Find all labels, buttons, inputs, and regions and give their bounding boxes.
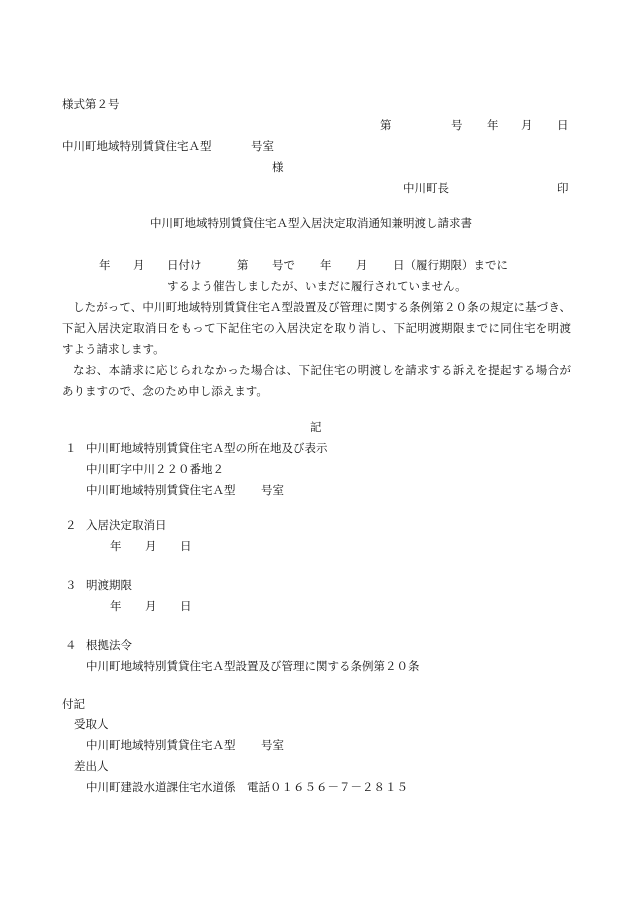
para3-line2: ありますので、念のため申し添えます。 xyxy=(62,384,268,398)
item1-heading: 中川町地域特別賃貸住宅Ａ型の所在地及び表示 xyxy=(86,441,328,455)
para2-line2: 下記入居決定取消日をもって下記住宅の入居決定を取り消し、下記明渡期限までに同住宅を明渡 xyxy=(62,321,571,335)
receiver-building: 中川町地域特別賃貸住宅Ａ型 xyxy=(86,738,236,752)
para3-line1: なお、本請求に応じられなかった場合は、下記住宅の明渡しを請求する訴えを提起する場合が xyxy=(73,363,571,377)
item2-year: 年 xyxy=(110,539,122,553)
item3-heading: 明渡期限 xyxy=(86,578,132,592)
body-deadline: 日（履行期限）までに xyxy=(393,258,508,272)
item2-month: 月 xyxy=(145,539,157,553)
item3-day: 日 xyxy=(180,599,192,613)
ki-heading: 記 xyxy=(310,420,322,434)
item1-room: 号室 xyxy=(261,483,284,497)
item2-day: 日 xyxy=(180,539,192,553)
item4-law: 中川町地域特別賃貸住宅Ａ型設置及び管理に関する条例第２０条 xyxy=(86,659,420,673)
body-month2: 月 xyxy=(356,258,368,272)
recipient-honorific: 様 xyxy=(272,160,284,174)
receiver-room: 号室 xyxy=(261,738,284,752)
recipient-room: 号室 xyxy=(251,139,274,153)
body-dated: 日付け xyxy=(167,258,202,272)
item2-heading: 入居決定取消日 xyxy=(86,518,167,532)
sender-mayor: 中川町長 xyxy=(403,181,449,195)
body-line2: するよう催告しましたが、いまだに履行されていません。 xyxy=(167,279,467,293)
seal-mark: 印 xyxy=(557,181,569,195)
date-month: 月 xyxy=(521,118,533,132)
item2-number: ２ xyxy=(65,518,77,532)
body-year2: 年 xyxy=(320,258,332,272)
receiver-label: 受取人 xyxy=(74,717,109,731)
date-day: 日 xyxy=(557,118,569,132)
item3-year: 年 xyxy=(110,599,122,613)
body-year: 年 xyxy=(99,258,111,272)
item1-building: 中川町地域特別賃貸住宅Ａ型 xyxy=(86,483,236,497)
body-dai: 第 xyxy=(237,258,249,272)
item4-heading: 根拠法令 xyxy=(86,638,132,652)
item1-number: １ xyxy=(65,441,77,455)
form-number: 様式第２号 xyxy=(62,97,120,111)
item1-address: 中川町字中川２２０番地２ xyxy=(86,462,224,476)
body-month: 月 xyxy=(133,258,145,272)
para2-line3: すよう請求します。 xyxy=(62,342,165,356)
date-year: 年 xyxy=(487,118,499,132)
body-go-de: 号で xyxy=(272,258,295,272)
item3-month: 月 xyxy=(145,599,157,613)
notes-heading: 付記 xyxy=(62,697,85,711)
item3-number: ３ xyxy=(65,578,77,592)
reference-go: 号 xyxy=(451,118,463,132)
sender-value: 中川町建設水道課住宅水道係 電話０１６５６－７－２８１５ xyxy=(86,780,408,794)
document-title: 中川町地域特別賃貸住宅Ａ型入居決定取消通知兼明渡し請求書 xyxy=(150,216,472,230)
recipient-building: 中川町地域特別賃貸住宅Ａ型 xyxy=(62,139,212,153)
sender-label: 差出人 xyxy=(74,759,109,773)
para2-line1: したがって、中川町地域特別賃貸住宅Ａ型設置及び管理に関する条例第２０条の規定に基づき、 xyxy=(73,300,571,314)
reference-dai: 第 xyxy=(380,118,392,132)
item4-number: ４ xyxy=(65,638,77,652)
